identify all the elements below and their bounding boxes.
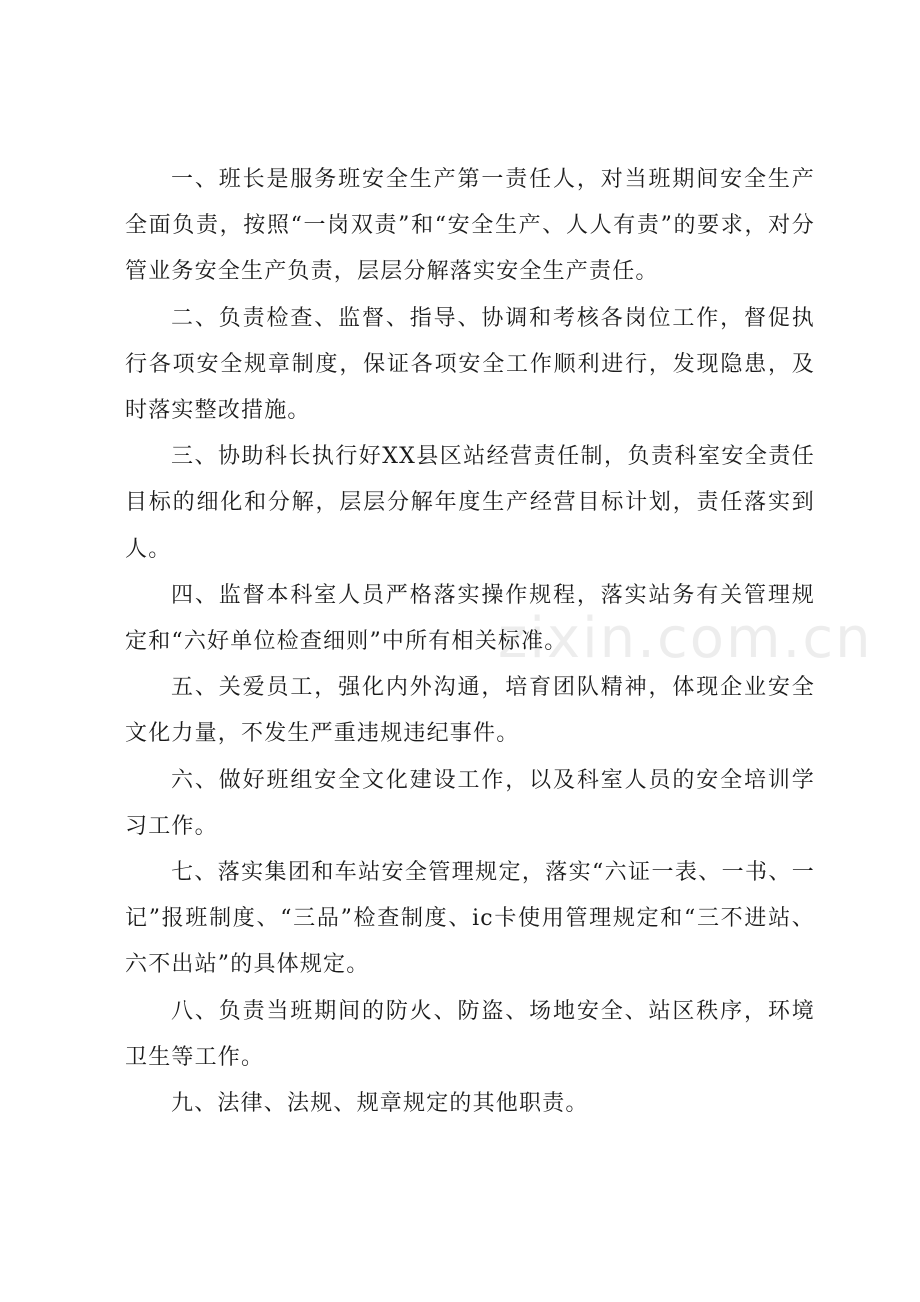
paragraph-9: 九、法律、法规、规章规定的其他职责。 (171, 1091, 589, 1117)
document-body (125, 157, 815, 1127)
paragraph-4: 四、监督本科室人员严格落实操作规程，落实站务有关管理规定和“六好单位检查细则”中所有相关标准。 (125, 582, 815, 655)
paragraph-8: 八、负责当班期间的防火、防盗、场地安全、站区秩序，环境卫生等工作。 (125, 998, 815, 1070)
paragraph-3: 三、协助科长执行好XX县区站经营责任制，负责科室安全责任目标的细化和分解，层层分解年度生产经营目标计划，责任落实到人。 (125, 444, 815, 562)
paragraph-1: 一、班长是服务班安全生产第一责任人，对当班期间安全生产全面负责，按照“一岗双责”和“安全生产、人人有责”的要求，对分管业务安全生产负责，层层分解落实安全生产责任。 (125, 167, 815, 285)
paragraph-2: 二、负责检查、监督、指导、协调和考核各岗位工作，督促执行各项安全规章制度，保证各项安全工作顺利进行，发现隐患，及时落实整改措施。 (125, 305, 815, 424)
paragraph-7: 七、落实集团和车站安全管理规定，落实“六证一表、一书、一记”报班制度、“三品”检查制度、ic卡使用管理规定和“三不进站、六不出站”的具体规定。 (125, 860, 815, 978)
paragraph-6: 六、做好班组安全文化建设工作，以及科室人员的安全培训学习工作。 (125, 767, 815, 839)
watermark: zixin.com.cn (498, 606, 873, 671)
paragraph-5: 五、关爱员工，强化内外沟通，培育团队精神，体现企业安全文化力量，不发生严重违规违纪事件。 (125, 675, 815, 747)
